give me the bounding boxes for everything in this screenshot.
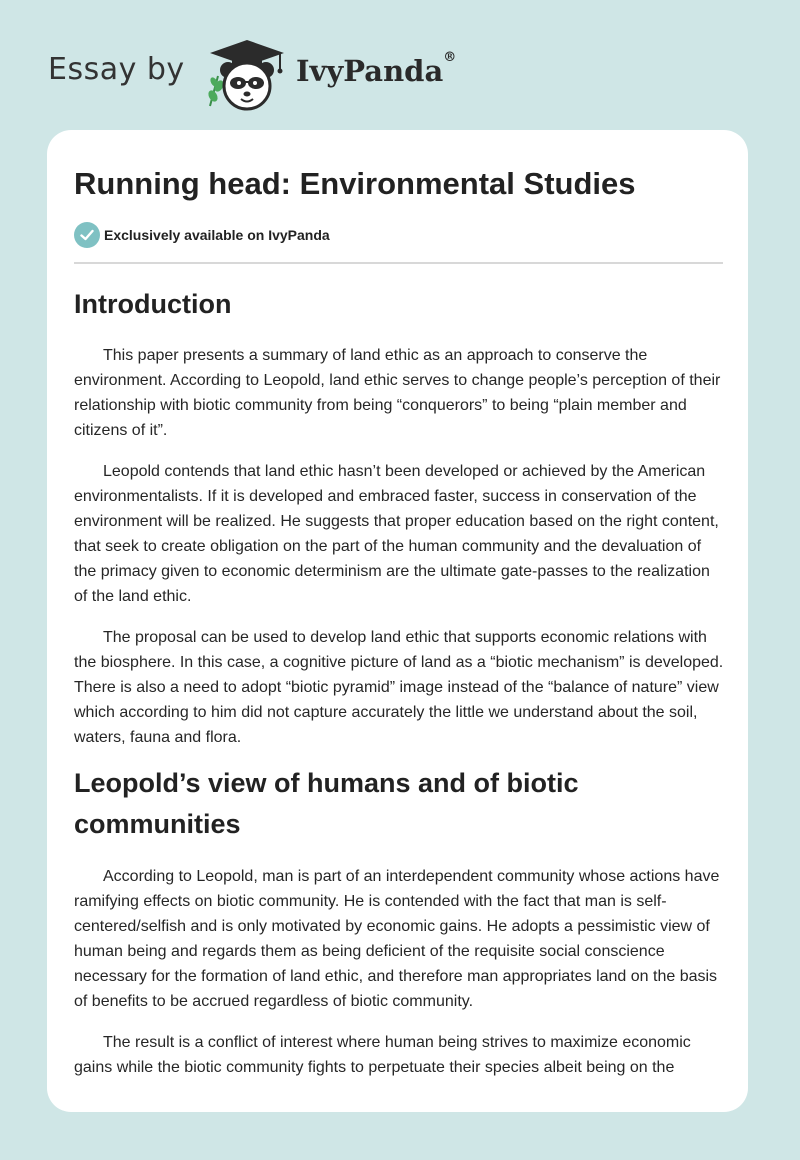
essay-card — [47, 130, 748, 1112]
section-heading-leopold-view: Leopold’s view of humans and of biotic communities — [74, 768, 579, 839]
essay-content — [74, 160, 724, 1080]
exclusive-badge — [74, 222, 724, 248]
paragraph: Leopold contends that land ethic hasn’t been developed or achieved by the American environmentalists. If it is developed and embraced faster, success in conservation of the environment will be realized. He suggests that proper education based on the right content, that seek to create obligation on the part of the human community and the devaluation of the primacy given to economic determinism are the ultimate gate-passes to the realization of the land ethic. — [74, 463, 719, 605]
paragraph: This paper presents a summary of land ethic as an approach to conserve the environment. According to Leopold, land ethic serves to change people’s perception of their relationship with biotic community from being “conquerors” to being “plain member and citizens of it”. — [74, 347, 721, 439]
paragraph: The proposal can be used to develop land ethic that supports economic relations with the biosphere. In this case, a cognitive picture of land as a “biotic mechanism” is developed. There is also a need to adopt “biotic pyramid” image instead of the “balance of nature” view which according to him did not capture accurately the little we understand about the soil, waters, fauna and flora. — [74, 629, 724, 746]
divider — [74, 262, 723, 264]
exclusive-label: Exclusively available on IvyPanda — [104, 227, 330, 243]
paragraph: The result is a conflict of interest where human being strives to maximize economic gains while the biotic community fights to perpetuate their species albeit being on the — [74, 1034, 691, 1076]
brand-logo-text[interactable]: IvyPanda® — [296, 50, 457, 88]
paragraph: According to Leopold, man is part of an interdependent community whose actions have ramifying effects on biotic community. He is contended with the fact that man is self-centered/selfish and is only motivated by economic gains. He adopts a pessimistic view of human being and regards them as being deficient of the requisite social conscience necessary for the formation of land ethic, and therefore man appropriates land on the basis of benefits to be accrued regardless of biotic community. — [74, 868, 720, 1010]
section-heading-introduction: Introduction — [74, 289, 232, 319]
check-icon — [74, 222, 100, 248]
panda-logo-icon[interactable] — [202, 36, 292, 112]
site-header — [48, 30, 548, 110]
page-title: Running head: Environmental Studies — [74, 166, 636, 201]
essay-by-label: Essay by — [48, 52, 185, 87]
